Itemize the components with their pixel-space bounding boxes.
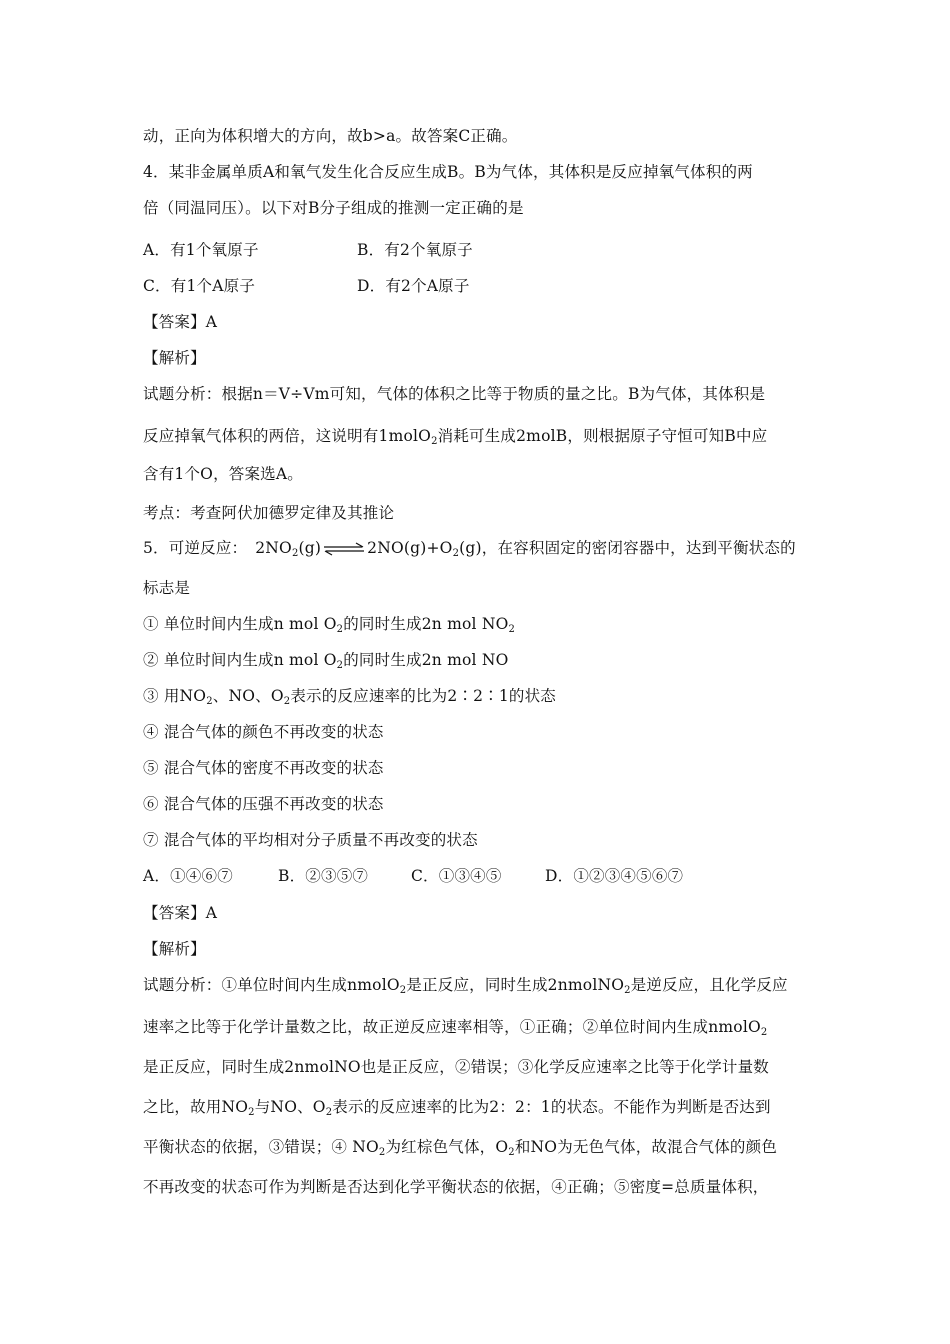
subscript: 2	[248, 1107, 255, 1118]
subscript: 2	[760, 1027, 768, 1038]
option-a: A．①④⑥⑦	[143, 867, 233, 885]
option-b: B．②③⑤⑦	[278, 867, 369, 885]
text-segment: 、NO、O	[212, 687, 284, 705]
text-segment: ③ 用NO	[143, 687, 207, 705]
subscript: 2	[325, 1107, 333, 1118]
question-4-explanation-line-1: 试题分析：根据n＝V÷Vm可知，气体的体积之比等于物质的量之比。B为气体，其体积是	[143, 385, 766, 403]
option-d: D．有2个A原子	[357, 277, 470, 295]
text-segment: 的同时生成2n mol NO	[343, 651, 509, 669]
question-5-analysis-heading: 【解析】	[143, 940, 206, 958]
subscript: 2	[508, 1147, 515, 1158]
text-segment: 速率之比等于化学计量数之比，故正逆反应速率相等，①正确；②单位时间内生成nmolO	[143, 1018, 761, 1036]
question-5-explanation-line-6: 不再改变的状态可作为判断是否达到化学平衡状态的依据，④正确；⑤密度=总质量体积，	[143, 1178, 769, 1196]
question-5-explanation-line-1	[143, 975, 813, 995]
subscript: 2	[378, 1147, 386, 1158]
subscript: 2	[624, 985, 631, 996]
question-4-key-point: 考点：考查阿伏加德罗定律及其推论	[143, 504, 395, 522]
question-4-explanation-line-2	[143, 426, 813, 446]
subscript: 2	[336, 660, 344, 671]
text-segment: 和NO为无色气体，故混合气体的颜色	[514, 1138, 778, 1156]
question-5-answer: 【答案】A	[143, 904, 218, 922]
option-c: C．有1个A原子	[143, 277, 256, 295]
text-segment: 试题分析：①单位时间内生成nmolO	[143, 976, 400, 994]
subscript: 2	[452, 548, 460, 559]
question-4-analysis-heading: 【解析】	[143, 349, 206, 367]
text-segment: 的同时生成2n mol NO	[343, 615, 509, 633]
subscript: 2	[291, 548, 299, 559]
text-segment: 5．可逆反应： 2NO	[143, 539, 292, 557]
condition-4: ④ 混合气体的颜色不再改变的状态	[143, 723, 384, 741]
condition-6: ⑥ 混合气体的压强不再改变的状态	[143, 795, 384, 813]
text-segment: 之比，故用NO	[143, 1098, 249, 1116]
condition-1	[143, 614, 813, 634]
equilibrium-arrow-icon	[322, 542, 366, 556]
question-5-stem-line-2: 标志是	[143, 579, 191, 597]
text-segment: 是正反应，同时生成2nmolNO	[406, 976, 625, 994]
text-segment: 与NO、O	[254, 1098, 326, 1116]
question-5-explanation-line-2	[143, 1017, 813, 1037]
question-5-explanation-line-3: 是正反应，同时生成2nmolNO也是正反应，②错误；③化学反应速率之比等于化学计量数	[143, 1058, 770, 1076]
option-b: B．有2个氧原子	[357, 241, 473, 259]
option-a: A．有1个氧原子	[143, 241, 259, 259]
text-segment: 平衡状态的依据，③错误；④ NO	[143, 1138, 379, 1156]
condition-5: ⑤ 混合气体的密度不再改变的状态	[143, 759, 384, 777]
text-segment: 反应掉氧气体积的两倍，这说明有1molO	[143, 427, 432, 445]
text-segment: 为红棕色气体，O	[385, 1138, 509, 1156]
subscript: 2	[431, 436, 438, 447]
text-segment: (g)，在容积固定的密闭容器中，达到平衡状态的	[459, 539, 796, 557]
text-segment: 表示的反应速率的比为2：2：1的状态。不能作为判断是否达到	[332, 1098, 771, 1116]
subscript: 2	[508, 624, 516, 635]
subscript: 2	[399, 985, 407, 996]
question-4-answer: 【答案】A	[143, 313, 218, 331]
text-segment: ② 单位时间内生成n mol O	[143, 651, 337, 669]
option-c: C．①③④⑤	[411, 867, 502, 885]
text-segment: ① 单位时间内生成n mol O	[143, 615, 337, 633]
condition-7: ⑦ 混合气体的平均相对分子质量不再改变的状态	[143, 831, 478, 849]
question-4-stem-line-2: 倍（同温同压）。以下对B分子组成的推测一定正确的是	[143, 199, 524, 217]
text-segment: (g)	[298, 539, 322, 557]
condition-2	[143, 650, 813, 670]
text-segment: 是逆反应，且化学反应	[630, 976, 788, 994]
subscript: 2	[283, 696, 291, 707]
text-segment: 表示的反应速率的比为2∶2∶1的状态	[290, 687, 556, 705]
condition-3	[143, 686, 813, 706]
question-5-explanation-line-4	[143, 1097, 813, 1117]
question-4-stem-line-1: 4．某非金属单质A和氧气发生化合反应生成B。B为气体，其体积是反应掉氧气体积的两	[143, 163, 753, 181]
text-segment: 2NO(g)+O	[367, 539, 453, 557]
text-line: 动，正向为体积增大的方向，故b>a。故答案C正确。	[143, 127, 518, 145]
question-5-stem-line-1	[143, 538, 813, 558]
subscript: 2	[206, 696, 213, 707]
option-d: D．①②③④⑤⑥⑦	[545, 867, 684, 885]
question-5-explanation-line-5	[143, 1137, 813, 1157]
text-segment: 消耗可生成2molB，则根据原子守恒可知B中应	[437, 427, 768, 445]
subscript: 2	[336, 624, 344, 635]
question-4-explanation-line-3: 含有1个O，答案选A。	[143, 465, 303, 483]
